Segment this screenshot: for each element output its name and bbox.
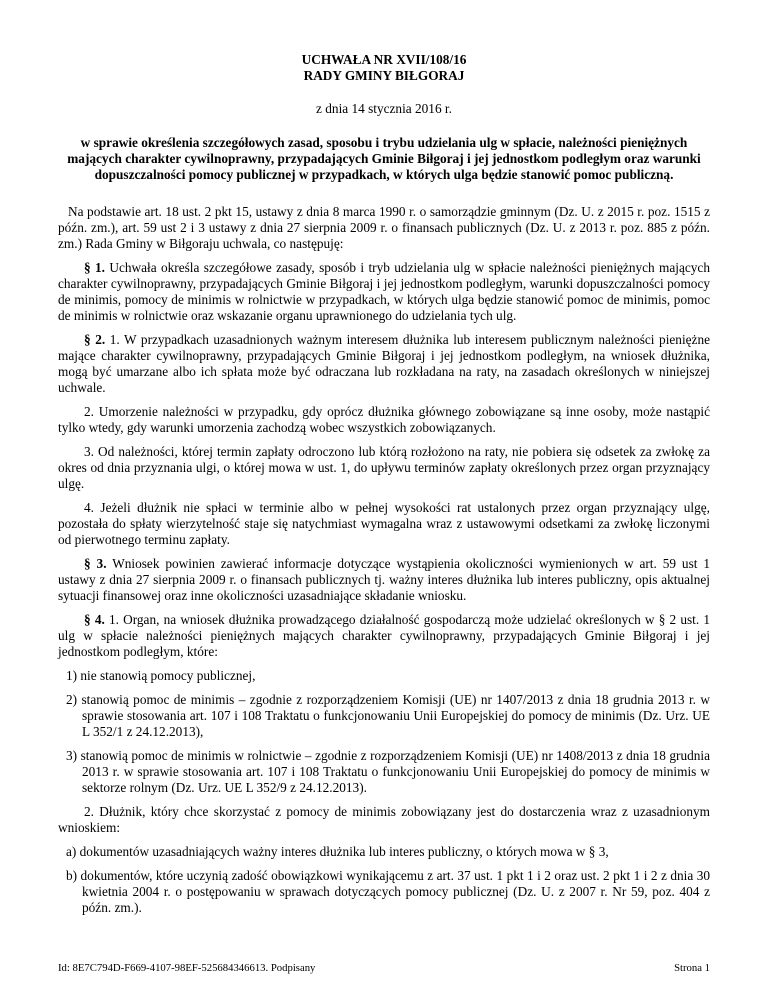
section-3 [58, 556, 710, 604]
title-line-1: UCHWAŁA NR XVII/108/16 [301, 52, 467, 67]
list-item: b) dokumentów, które uczynią zadość obowiązkowi wynikającemu z art. 37 ust. 1 pkt 1 i 2 oraz ust. 2 pkt 1 i 2 z dnia 30 kwietnia 2004 r. o postępowaniu w sprawach dotyczących pomocy publicznej (Dz. U. z 2007 r. Nr 59, poz. 404 z późn. zm.). [66, 868, 710, 915]
list-item: 3) stanowią pomoc de minimis w rolnictwie – zgodnie z rozporządzeniem Komisji (UE) nr 1408/2013 z dnia 18 grudnia 2013 r. w sprawie stosowania art. 107 i 108 Traktatu o funkcjonowaniu Unii Europejskiej do pomocy de minimis w sektorze rolnym (Dz. Urz. UE L 352/9 z 24.12.2013). [66, 748, 710, 795]
resolution-title [58, 52, 710, 84]
section-4-paragraph-2: 2. Dłużnik, który chce skorzystać z pomocy de minimis zobowiązany jest do dostarczenia wraz z uzasadnionym wnioskiem: [58, 804, 710, 835]
document-page [58, 52, 710, 916]
section-2-mark: § 2. [84, 332, 106, 347]
section-4-text-1: 1. Organ, na wniosek dłużnika prowadzącego działalność gospodarczą może udzielać określonych w § 2 ust. 1 ulg w spłacie należności pieniężnych mających charakter cywilnoprawny, przypadających Gminie Biłgoraj i jej jednostkom podległym, które: [58, 612, 710, 659]
section-2-text-1: 1. W przypadkach uzasadnionych ważnym interesem dłużnika lub interesem publicznym należności pieniężne mające charakter cywilnoprawny, przypadających Gminie Biłgoraj i jej jednostkom podległym, na wniosek dłużnika, mogą być umarzane albo ich spłata może być odraczana lub rozkładana na raty, na zasadach określonych w niniejszej uchwale. [58, 332, 710, 395]
section-1 [58, 260, 710, 324]
section-3-text: Wniosek powinien zawierać informacje dotyczące wystąpienia okoliczności wymienionych w art. 59 ust 1 ustawy z dnia 27 sierpnia 2009 r. o finansach publicznych tj. ważny interes dłużnika lub interes publiczny, opis aktualnej sytuacji finansowej oraz inne okoliczności uzasadniające składanie wniosku. [58, 556, 710, 603]
section-1-mark: § 1. [84, 260, 105, 275]
section-2-paragraph-2: 2. Umorzenie należności w przypadku, gdy oprócz dłużnika głównego zobowiązane są inne osoby, może nastąpić tylko wtedy, gdy warunki umorzenia zachodzą wobec wszystkich zobowiązanych. [58, 404, 710, 435]
list-item: 2) stanowią pomoc de minimis – zgodnie z rozporządzeniem Komisji (UE) nr 1407/2013 z dnia 18 grudnia 2013 r. w sprawie stosowania art. 107 i 108 Traktatu o funkcjonowaniu Unii Europejskiej do pomocy de minimis (Dz. Urz. UE L 352/1 z 24.12.2013), [66, 692, 710, 739]
section-1-text: Uchwała określa szczegółowe zasady, sposób i tryb udzielania ulg w spłacie należności pieniężnych mających charakter cywilnoprawny, przypadających Gminie Biłgoraj i jej jednostkom podległym, warunki dopuszczalności pomocy de minimis, pomocy de minimis w rolnictwie w przypadkach, w których ulga będzie stanowić pomoc de minimis, pomoc de minimis w rolnictwie oraz wskazanie organu uprawnionego do udzielania tych ulg. [58, 260, 710, 323]
list-item: a) dokumentów uzasadniających ważny interes dłużnika lub interes publiczny, o których mowa w § 3, [66, 844, 609, 859]
section-2-paragraph-1 [58, 332, 710, 396]
legal-basis-paragraph: Na podstawie art. 18 ust. 2 pkt 15, ustawy z dnia 8 marca 1990 r. o samorządzie gminnym (Dz. U. z 2015 r. poz. 1515 z późn. zm.), art. 59 ust 2 i 3 ustawy z dnia 27 sierpnia 2009 r. o finansach publicznych (Dz. U. z 2013 r. poz. 885 z późn. zm.) Rada Gminy w Biłgoraju uchwala, co następuję: [58, 204, 710, 251]
section-2-paragraph-4: 4. Jeżeli dłużnik nie spłaci w terminie albo w pełnej wysokości rat ustalonych przez organ przyznający ulgę, pozostała do spłaty wierzytelność staje się natychmiast wymagalna wraz z ustawowymi odsetkami za zwłokę liczonymi od pierwotnego terminu zapłaty. [58, 500, 710, 547]
page-number: Strona 1 [674, 962, 710, 974]
section-2-paragraph-3: 3. Od należności, której termin zapłaty odroczono lub którą rozłożono na raty, nie pobiera się odsetek za zwłokę za okres od dnia przyznania ulgi, o której mowa w ust. 1, do upływu terminów zapłaty określonych przez organ przyznający ulgę. [58, 444, 710, 491]
section-4-paragraph-1 [58, 612, 710, 660]
document-id: Id: 8E7C794D-F669-4107-98EF-525684346613. Podpisany [58, 962, 316, 974]
section-3-mark: § 3. [84, 556, 107, 571]
resolution-subject: w sprawie określenia szczegółowych zasad, sposobu i trybu udzielania ulg w spłacie, należności pieniężnych mających charakter cywilnoprawny, przypadających Gminie Biłgoraj i jej jednostkom podległym oraz warunki dopuszczalności pomocy publicznej w przypadkach, w których ulga będzie stanowić pomoc publiczną. [67, 135, 701, 182]
list-item: 1) nie stanowią pomocy publicznej, [66, 668, 256, 683]
resolution-date: z dnia 14 stycznia 2016 r. [316, 101, 452, 116]
title-line-2: RADY GMINY BIŁGORAJ [303, 68, 465, 83]
section-4-mark: § 4. [84, 612, 105, 627]
